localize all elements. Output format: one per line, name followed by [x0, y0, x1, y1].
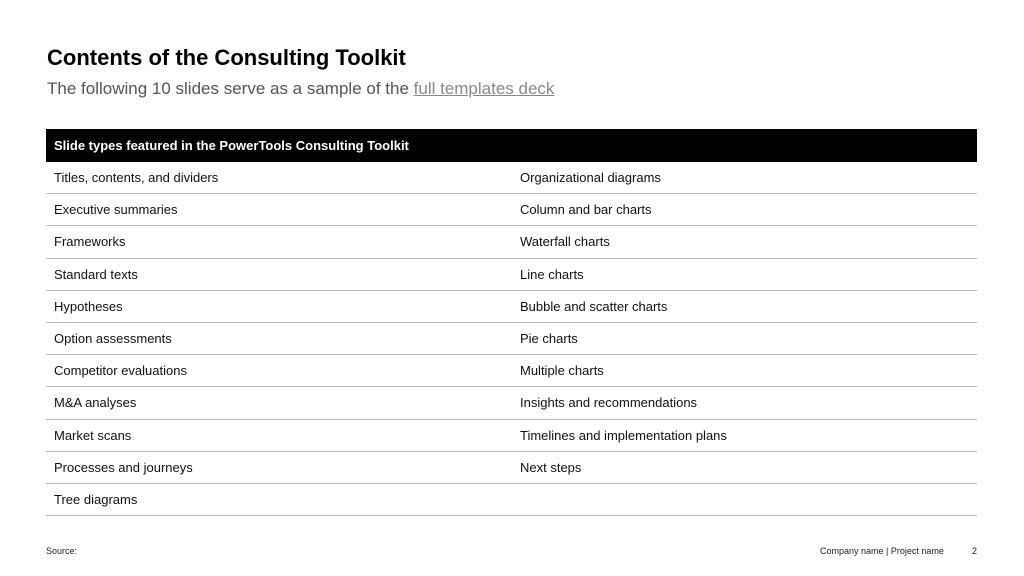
table-cell-left: Competitor evaluations	[54, 363, 187, 379]
table-cell-right: Multiple charts	[520, 363, 604, 379]
table-row	[46, 259, 977, 291]
page-subtitle	[47, 79, 554, 99]
table-cell-right: Timelines and implementation plans	[520, 427, 727, 443]
table-cell-left: Standard texts	[54, 266, 138, 282]
table-cell-left: Processes and journeys	[54, 459, 193, 475]
table-cell-left: Frameworks	[54, 234, 126, 250]
slide-types-table	[46, 129, 977, 516]
table-cell-left: Market scans	[54, 427, 132, 443]
table-row	[46, 162, 977, 194]
table-row	[46, 226, 977, 258]
table-cell-right: Line charts	[520, 266, 584, 282]
page-title: Contents of the Consulting Toolkit	[47, 45, 406, 70]
table-cell-left: Titles, contents, and dividers	[54, 170, 219, 186]
table-cell-right: Waterfall charts	[520, 234, 610, 250]
full-templates-deck-link[interactable]: full templates deck	[413, 79, 555, 98]
footer-company: Company name | Project name	[820, 546, 944, 556]
page-number: 2	[972, 546, 978, 556]
table-cell-left: Hypotheses	[54, 298, 123, 314]
table-row	[46, 452, 977, 484]
table-cell-left: Executive summaries	[54, 202, 178, 218]
table-row	[46, 194, 977, 226]
table-cell-left: Tree diagrams	[54, 491, 138, 507]
table-cell-right: Insights and recommendations	[520, 395, 698, 411]
subtitle-text: The following 10 slides serve as a sample of the	[47, 79, 414, 98]
table-row	[46, 387, 977, 419]
table-row	[46, 420, 977, 452]
table-cell-right: Bubble and scatter charts	[520, 298, 668, 314]
table-row	[46, 323, 977, 355]
table-cell-right: Next steps	[520, 459, 582, 475]
table-cell-left: Option assessments	[54, 331, 172, 347]
table-row	[46, 291, 977, 323]
table-row	[46, 484, 977, 516]
table-cell-right: Column and bar charts	[520, 202, 652, 218]
table-row	[46, 355, 977, 387]
table-header: Slide types featured in the PowerTools Consulting Toolkit	[46, 129, 977, 162]
table-cell-left: M&A analyses	[54, 395, 137, 411]
footer-source: Source:	[46, 546, 78, 556]
table-cell-right: Pie charts	[520, 331, 578, 347]
table-cell-right: Organizational diagrams	[520, 170, 661, 186]
